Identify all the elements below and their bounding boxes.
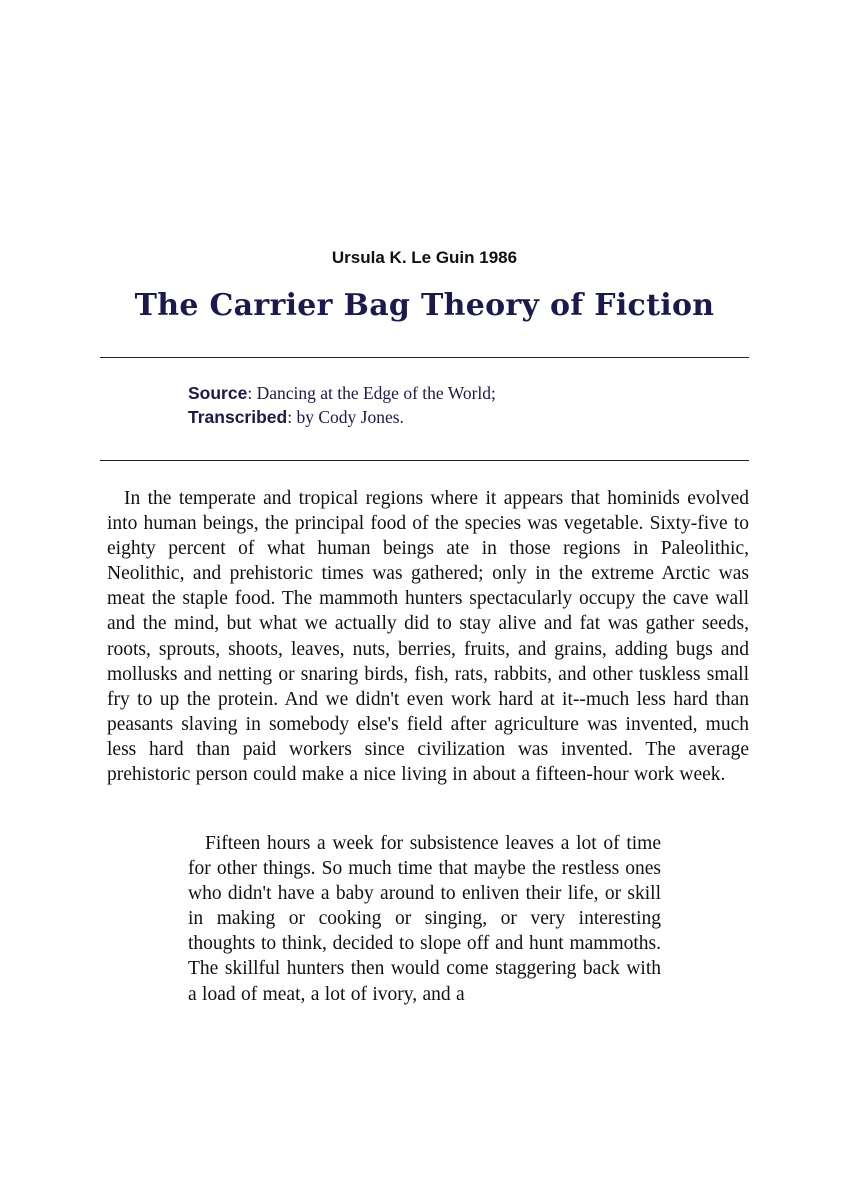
transcribed-line	[188, 406, 748, 430]
transcribed-value: : by Cody Jones.	[287, 407, 404, 427]
top-divider	[100, 357, 749, 358]
page-title: The Carrier Bag Theory of Fiction	[134, 288, 715, 323]
source-label: Source	[188, 383, 248, 403]
source-block	[188, 382, 748, 430]
source-value: : Dancing at the Edge of the World;	[247, 383, 496, 403]
block-quote-paragraph: Fifteen hours a week for subsistence leaves a lot of time for other things. So much time that maybe the restless ones who didn't have a baby around to enliven their life, or skill in making or cooking or singing, or very interesting thoughts to think, decided to slope off and hunt mammoths. The skillful hunters then would come staggering back with a load of meat, a lot of ivory, and a	[188, 833, 661, 1005]
author-line: Ursula K. Le Guin 1986	[331, 248, 518, 267]
source-line	[188, 382, 748, 406]
bottom-divider	[100, 460, 749, 461]
transcribed-label: Transcribed	[188, 407, 288, 427]
body-paragraph-1: In the temperate and tropical regions where it appears that hominids evolved into human beings, the principal food of the species was vegetable. Sixty-five to eighty percent of what human beings ate in those regions in Paleolithic, Neolithic, and prehistoric times was gathered; only in the extreme Arctic was meat the staple food. The mammoth hunters spectacularly occupy the cave wall and the mind, but what we actually did to stay alive and fat was gather seeds, roots, sprouts, shoots, leaves, nuts, berries, fruits, and grains, adding bugs and mollusks and netting or snaring birds, fish, rats, rabbits, and other tuskless small fry to up the protein. And we didn't even work hard at it--much less hard than peasants slaving in somebody else's field after agriculture was invented, much less hard than paid workers since civilization was invented. The average prehistoric person could make a nice living in about a fifteen-hour work week.	[107, 488, 749, 786]
